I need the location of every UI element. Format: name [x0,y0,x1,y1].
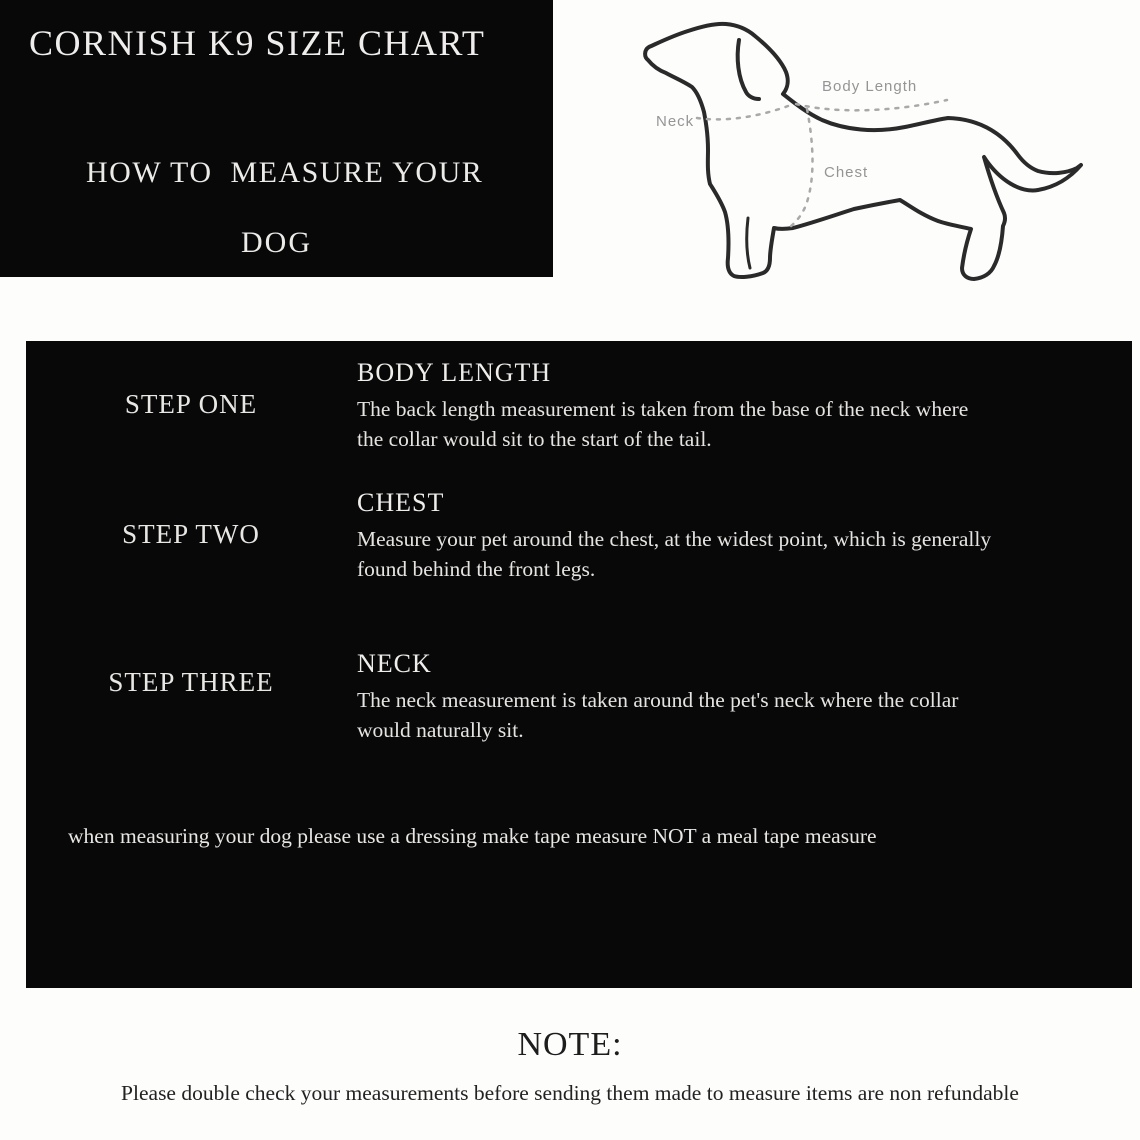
steps-panel [26,341,1132,988]
chest-label: Chest [824,164,869,181]
body-length-description: The back length measurement is taken from the base of the neck where the collar would sit to the start of the tail. [357,397,969,451]
body-length-heading: BODY LENGTH [357,358,552,387]
neck-description: The neck measurement is taken around the pet's neck where the collar would naturally sit. [357,688,959,742]
dog-far-leg-line [747,218,750,268]
neck-label: Neck [656,113,695,130]
step-one-label: STEP ONE [124,389,258,419]
body-length-measure-line [796,100,947,110]
header-subtitle-line1: HOW TO MEASURE YOUR [86,156,484,189]
chest-heading: CHEST [357,488,445,517]
chest-description: Measure your pet around the chest, at the widest point, which is generally found behind the front legs. [357,527,992,581]
tape-measure-footnote: when measuring your dog please use a dressing make tape measure NOT a meal tape measure [68,824,877,848]
dog-ear-inner-line [738,40,759,99]
header-panel [0,0,553,277]
chest-measure-line [790,109,813,227]
step-three-label: STEP THREE [108,667,274,697]
header-subtitle-line2: DOG [241,226,312,259]
page-title: CORNISH K9 SIZE CHART [29,23,486,63]
dachshund-illustration [600,0,1120,300]
neck-heading: NECK [357,649,432,678]
note-heading: NOTE: [517,1026,623,1063]
step-two-label: STEP TWO [122,519,260,549]
note-text: Please double check your measurements before sending them made to measure items are non refundable [121,1081,1019,1105]
neck-measure-line [697,106,788,119]
dog-measurement-diagram [600,0,1120,300]
body-length-label: Body Length [822,78,918,95]
dog-outline [645,24,1081,279]
